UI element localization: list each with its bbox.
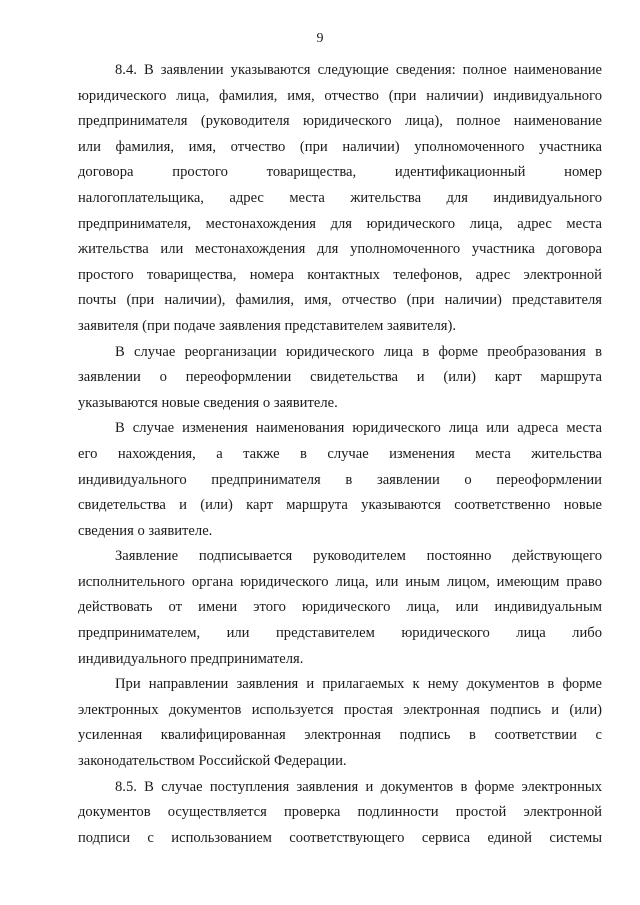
text-line: электронных документов используется простая электронная подпись и (или) [78,701,602,718]
text-line: простого товарищества, номера контактных телефонов, адрес электронной [78,266,602,283]
text-line: его нахождения, а также в случае изменения места жительства [78,445,602,462]
text-line: В случае реорганизации юридического лица в форме преобразования в [115,343,602,360]
text-line: индивидуального предпринимателя. [78,650,304,667]
text-line: исполнительного органа юридического лица, или иным лицом, имеющим право [78,573,602,590]
text-line: предпринимателя (руководителя юридического лица), полное наименование [78,113,602,130]
text-line: Заявление подписывается руководителем постоянно действующего [115,548,602,565]
text-line: документов осуществляется проверка подлинности простой электронной [78,804,602,821]
paragraph [78,416,602,544]
text-line: свидетельства и (или) карт маршрута указываются соответственно новые [78,497,602,514]
text-line: или фамилия, имя, отчество (при наличии) уполномоченного участника [78,138,602,155]
document-body [78,58,602,851]
text-line: указываются новые сведения о заявителе. [78,394,338,411]
text-line: действовать от имени этого юридического лица, или индивидуальным [78,599,602,616]
text-line: договора простого товарищества, идентификационный номер [78,164,602,181]
text-line: предпринимателя, местонахождения для юридического лица, адрес места [78,215,602,232]
text-line: При направлении заявления и прилагаемых к нему документов в форме [115,676,602,693]
text-line: юридического лица, фамилия, имя, отчество (при наличии) индивидуального [78,87,602,104]
text-line: 8.4. В заявлении указываются следующие сведения: полное наименование [115,62,602,78]
text-line: сведения о заявителе. [78,522,213,539]
text-line: почты (при наличии), фамилия, имя, отчество (при наличии) представителя [78,292,602,309]
text-line: налогоплательщика, адрес места жительства для индивидуального [78,189,602,206]
text-line: заявлении о переоформлении свидетельства и (или) карт маршрута [78,369,602,386]
text-line: подписи с использованием соответствующего сервиса единой системы [78,829,602,846]
text-line: законодательством Российской Федерации. [78,753,347,770]
text-line: заявителя (при подаче заявления представителем заявителя). [78,317,456,334]
text-line: В случае изменения наименования юридического лица или адреса места [115,420,602,437]
page-number: 9 [316,31,324,46]
paragraph [78,340,602,417]
text-line: индивидуального предпринимателя в заявлении о переоформлении [78,471,602,488]
text-line: 8.5. В случае поступления заявления и документов в форме электронных [115,778,602,795]
paragraph [78,775,602,852]
text-line: жительства или местонахождения для уполномоченного участника договора [78,241,602,258]
text-line: предпринимателем, или представителем юридического лица либо [78,625,602,642]
paragraph [78,672,602,774]
paragraph [78,544,602,672]
text-line: усиленная квалифицированная электронная подпись в соответствии с [78,727,602,744]
paragraph [78,58,602,340]
